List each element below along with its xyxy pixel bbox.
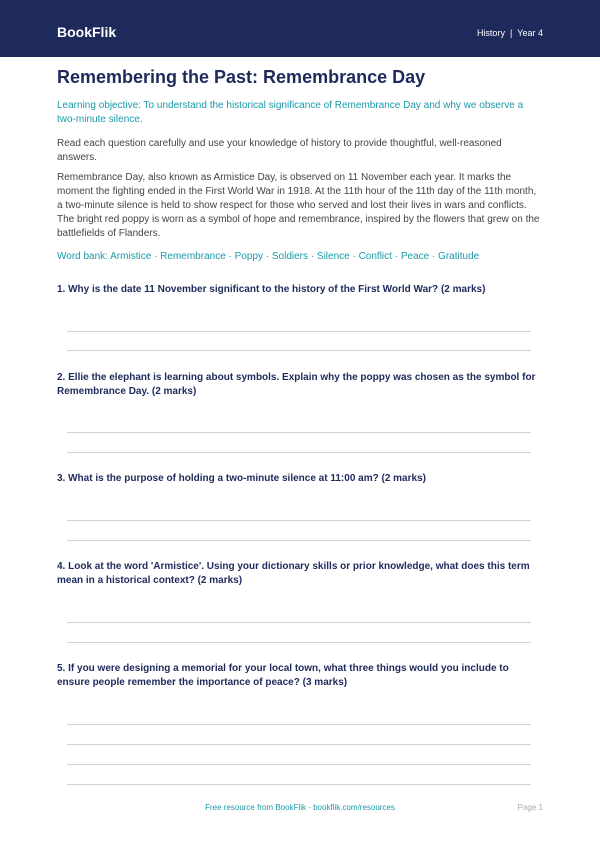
answer-line[interactable] [67,350,531,351]
answer-line[interactable] [67,520,531,521]
reading-passage: Remembrance Day, also known as Armistice Day, is observed on 11 November each year. It marks the moment the fighting ended in the First World War in 1918. At the 11th hour of the 11th day of the 11th month, a two-minute silence is held to show respect for those who served and lost their lives in wars and conflicts. The bright red poppy is worn as a symbol of hope and remembrance, inspired by the flowers that grew on the battlefields of Flanders. [57,172,540,239]
answer-line[interactable] [67,784,531,785]
year-label: Year 4 [517,28,543,38]
meta-divider: | [509,28,513,38]
answer-line[interactable] [67,744,531,745]
learning-objective: Learning objective: To understand the historical significance of Remembrance Day and why we observe a two-minute silence. [57,100,524,125]
footer-credit: Free resource from BookFlik · bookflik.com/resources [205,803,395,812]
instructions-text: Read each question carefully and use your knowledge of history to provide thoughtful, well-reasoned answers. [57,138,502,163]
answer-line[interactable] [67,452,531,453]
question-3: 3. What is the purpose of holding a two-minute silence at 11:00 am? (2 marks) [57,473,426,484]
header-meta [477,27,543,39]
subject-label: History [476,28,505,38]
answer-line[interactable] [67,622,531,623]
question-4: 4. Look at the word 'Armistice'. Using your dictionary skills or prior knowledge, what does this term mean in a historical context? (2 marks) [57,561,530,586]
answer-line[interactable] [67,642,531,643]
brand-logo: BookFlik [57,24,117,40]
answer-line[interactable] [67,724,531,725]
header-bar [0,0,600,57]
answer-line[interactable] [67,764,531,765]
question-1: 1. Why is the date 11 November significant to the history of the First World War? (2 marks) [57,284,486,295]
answer-line[interactable] [67,432,531,433]
page-title: Remembering the Past: Remembrance Day [57,67,426,87]
question-5: 5. If you were designing a memorial for your local town, what three things would you include to ensure people remember the importance of peace? (3 marks) [57,663,509,688]
word-bank: Word bank: Armistice · Remembrance · Poppy · Soldiers · Silence · Conflict · Peace · Gratitude [57,251,480,262]
answer-line[interactable] [67,331,531,332]
page-number: Page 1 [517,803,543,812]
question-2: 2. Ellie the elephant is learning about symbols. Explain why the poppy was chosen as the symbol for Remembrance Day. (2 marks) [57,372,536,397]
answer-line[interactable] [67,540,531,541]
